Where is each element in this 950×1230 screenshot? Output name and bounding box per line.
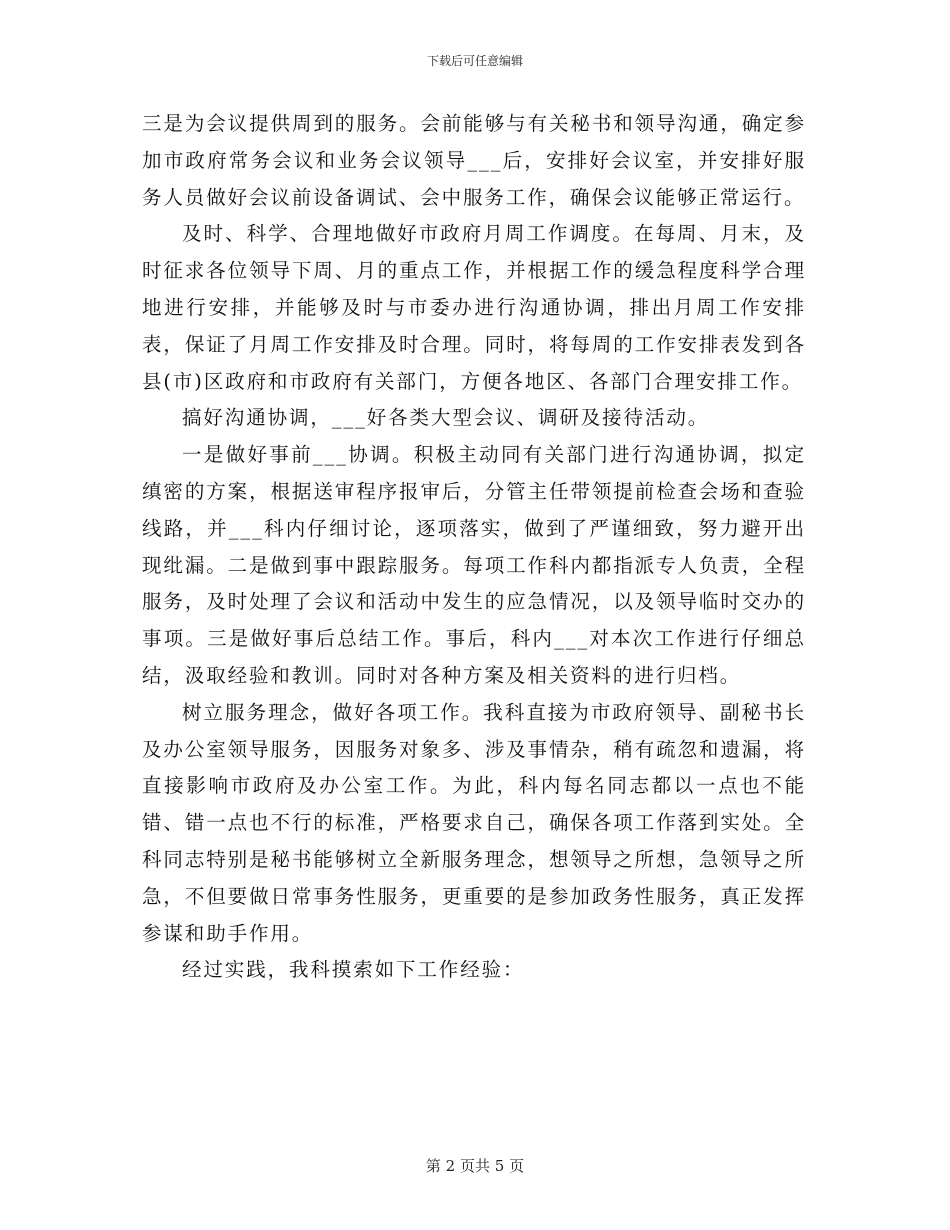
paragraph-scheduling: 及时、科学、合理地做好市政府月周工作调度。在每周、月末，及时征求各位领导下周、月的重点工作，并根据工作的缓急程度科学合理地进行安排，并能够及时与市委办进行沟通协调，排出月周工作安排表，保证了月周工作安排及时合理。同时，将每周的工作安排表发到各县(市)区政府和市政府有关部门，方便各地区、各部门合理安排工作。 xyxy=(142,222,806,393)
document-body xyxy=(142,106,806,989)
paragraph-service: 三是为会议提供周到的服务。会前能够与有关秘书和领导沟通，确定参加市政府常务会议和业务会议领导___后，安排好会议室，并安排好服务人员做好会议前设备调试、会中服务工作，确保会议能够正常运行。 xyxy=(142,112,806,209)
paragraph-coordination-detail: 一是做好事前___协调。积极主动同有关部门进行沟通协调，拟定缜密的方案，根据送审程序报审后，分管主任带领提前检查会场和查验线路，并___科内仔细讨论，逐项落实，做到了严谨细致，努力避开出现纰漏。二是做到事中跟踪服务。每项工作科内都指派专人负责，全程服务，及时处理了会议和活动中发生的应急情况，以及领导临时交办的事项。三是做好事后总结工作。事后，科内___对本次工作进行仔细总结，汲取经验和教训。同时对各种方案及相关资料的进行归档。 xyxy=(142,443,806,687)
paragraph-service-concept: 树立服务理念，做好各项工作。我科直接为市政府领导、副秘书长及办公室领导服务，因服务对象多、涉及事情杂，稍有疏忽和遗漏，将直接影响市政府及办公室工作。为此，科内每名同志都以一点也不能错、错一点也不行的标准，严格要求自己，确保各项工作落到实处。全科同志特别是秘书能够树立全新服务理念，想领导之所想，急领导之所急，不但要做日常事务性服务，更重要的是参加政务性服务，真正发挥参谋和助手作用。 xyxy=(142,700,806,945)
page-number: 第 2 页共 5 页 xyxy=(425,1157,525,1175)
paragraph-coordination-heading: 搞好沟通协调，___好各类大型会议、调研及接待活动。 xyxy=(182,406,710,430)
page-header: 下载后可任意编辑 xyxy=(426,54,523,68)
paragraph-experience: 经过实践，我科摸索如下工作经验： xyxy=(182,958,525,982)
